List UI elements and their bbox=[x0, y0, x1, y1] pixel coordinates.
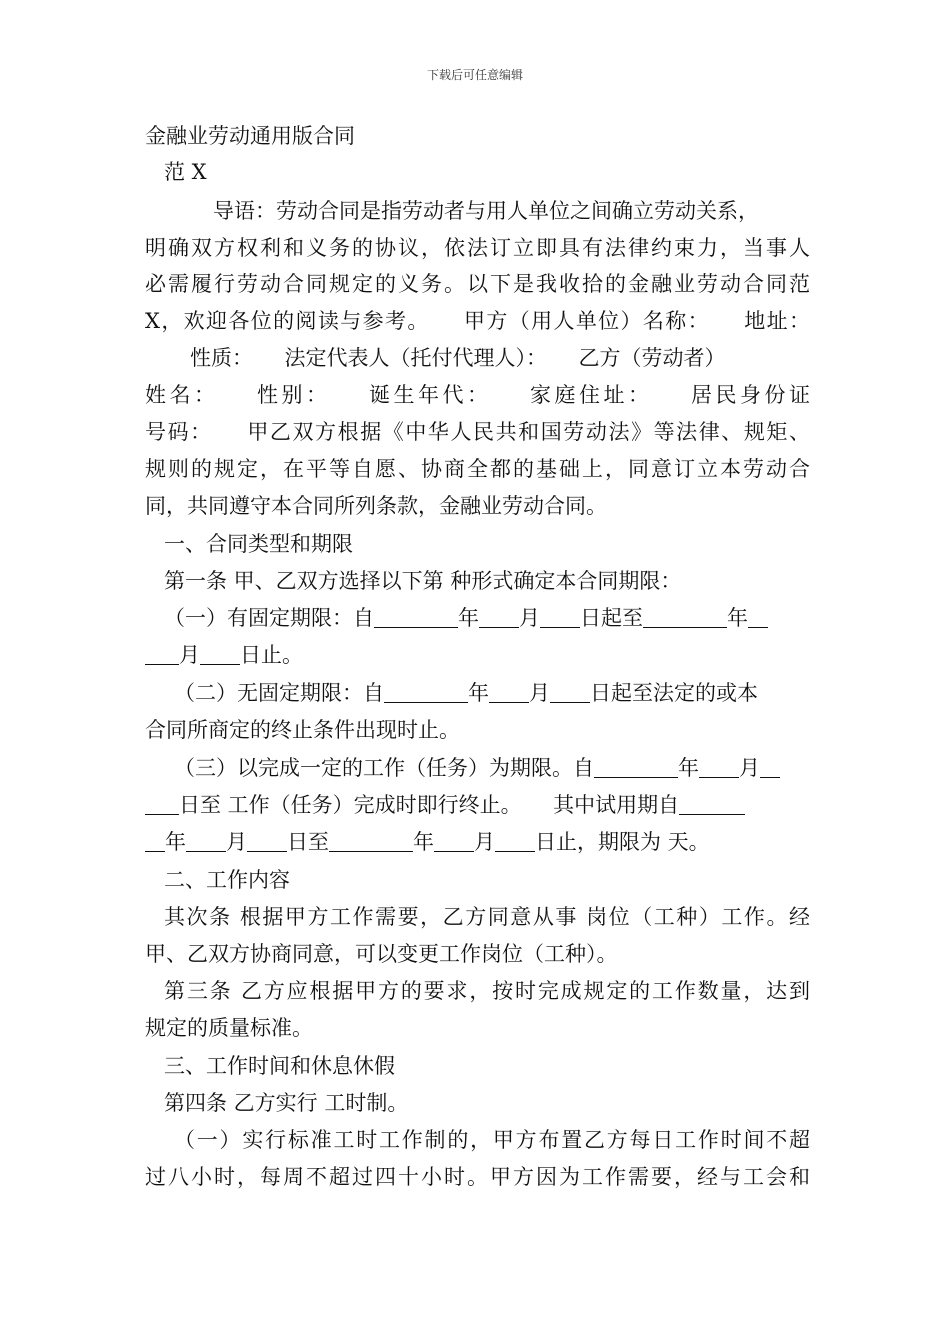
blank-field[interactable] bbox=[495, 828, 535, 851]
blank-field[interactable] bbox=[479, 604, 519, 627]
intro-line-5: 性质： 法定代表人（托付代理人）： 乙方（劳动者） bbox=[190, 346, 726, 370]
article-4: 第四条 乙方实行 工时制。 bbox=[164, 1091, 409, 1115]
blank-field[interactable] bbox=[748, 604, 768, 627]
blank-field[interactable] bbox=[760, 754, 780, 777]
intro-line-7: 号码： 甲乙双方根据《中华人民共和国劳动法》等法律、规矩、 bbox=[145, 420, 810, 444]
blank-field[interactable] bbox=[145, 791, 179, 814]
task-term-line-3: 年 月 日至 年 月 日止，期限为 天。 bbox=[145, 824, 810, 860]
intro-line-6: 姓名： 性别： 诞生年代： 家庭住址： 居民身份证 bbox=[145, 383, 810, 407]
blank-field[interactable] bbox=[374, 604, 458, 627]
section-heading-2: 二、工作内容 bbox=[164, 868, 290, 892]
blank-field[interactable] bbox=[200, 641, 240, 664]
task-term-line-1: （三）以完成一定的工作（任务）为期限。自 年 月 bbox=[174, 750, 810, 786]
article-2-line-1: 其次条 根据甲方工作需要，乙方同意从事 岗位（工种）工作。经 bbox=[164, 905, 810, 929]
article-3-line-2: 规定的质量标准。 bbox=[145, 1016, 313, 1040]
article-4-item-1-line-1: （一）实行标准工时工作制的，甲方布置乙方每日工作时间不超 bbox=[174, 1128, 810, 1152]
article-3-line-1: 第三条 乙方应根据甲方的要求，按时完成规定的工作数量，达到 bbox=[164, 979, 810, 1003]
blank-field[interactable] bbox=[145, 828, 165, 851]
section-heading-1: 一、合同类型和期限 bbox=[164, 532, 353, 556]
blank-field[interactable] bbox=[489, 679, 529, 702]
blank-field[interactable] bbox=[384, 679, 468, 702]
intro-line-1: 导语：劳动合同是指劳动者与用人单位之间确立劳动关系， bbox=[213, 199, 759, 223]
blank-field[interactable] bbox=[699, 754, 739, 777]
open-term-line-2: 合同所商定的终止条件出现时止。 bbox=[145, 718, 460, 742]
page-header: 下载后可任意编辑 bbox=[426, 68, 523, 82]
blank-field[interactable] bbox=[550, 679, 590, 702]
intro-line-4: X，欢迎各位的阅读与参考。 甲方（用人单位）名称： 地址： bbox=[145, 309, 810, 333]
article-2-line-2: 甲、乙双方协商同意，可以变更工作岗位（工种）。 bbox=[145, 942, 618, 966]
open-term-line-1: （二）无固定期限：自 年 月 日起至法定的或本 bbox=[174, 681, 758, 705]
blank-field[interactable] bbox=[247, 828, 287, 851]
doc-subtitle: 范 X bbox=[164, 160, 207, 184]
article-1: 第一条 甲、乙双方选择以下第 种形式确定本合同期限： bbox=[164, 569, 682, 593]
intro-line-8: 规则的规定，在平等自愿、协商全都的基础上，同意订立本劳动合 bbox=[145, 457, 810, 481]
fixed-term-line-2: 月 日止。 bbox=[145, 637, 810, 673]
blank-field[interactable] bbox=[679, 791, 745, 814]
article-4-item-1-line-2: 过八小时，每周不超过四十小时。甲方因为工作需要，经与工会和 bbox=[145, 1165, 810, 1189]
blank-field[interactable] bbox=[540, 604, 580, 627]
intro-line-2: 明确双方权利和义务的协议，依法订立即具有法律约束力，当事人 bbox=[145, 236, 810, 260]
intro-line-9: 同，共同遵守本合同所列条款，金融业劳动合同。 bbox=[145, 494, 607, 518]
blank-field[interactable] bbox=[329, 828, 413, 851]
blank-field[interactable] bbox=[434, 828, 474, 851]
blank-field[interactable] bbox=[643, 604, 727, 627]
intro-line-3: 必需履行劳动合同规定的义务。以下是我收拾的金融业劳动合同范 bbox=[145, 272, 810, 296]
section-heading-3: 三、工作时间和休息休假 bbox=[164, 1054, 395, 1078]
task-term-line-2: 日至 工作（任务）完成时即行终止。 其中试用期自 bbox=[145, 787, 810, 823]
blank-field[interactable] bbox=[594, 754, 678, 777]
fixed-term-line-1: （一）有固定期限：自 年 月 日起至 年 bbox=[164, 600, 810, 636]
blank-field[interactable] bbox=[186, 828, 226, 851]
doc-title: 金融业劳动通用版合同 bbox=[145, 124, 355, 148]
blank-field[interactable] bbox=[145, 641, 179, 664]
